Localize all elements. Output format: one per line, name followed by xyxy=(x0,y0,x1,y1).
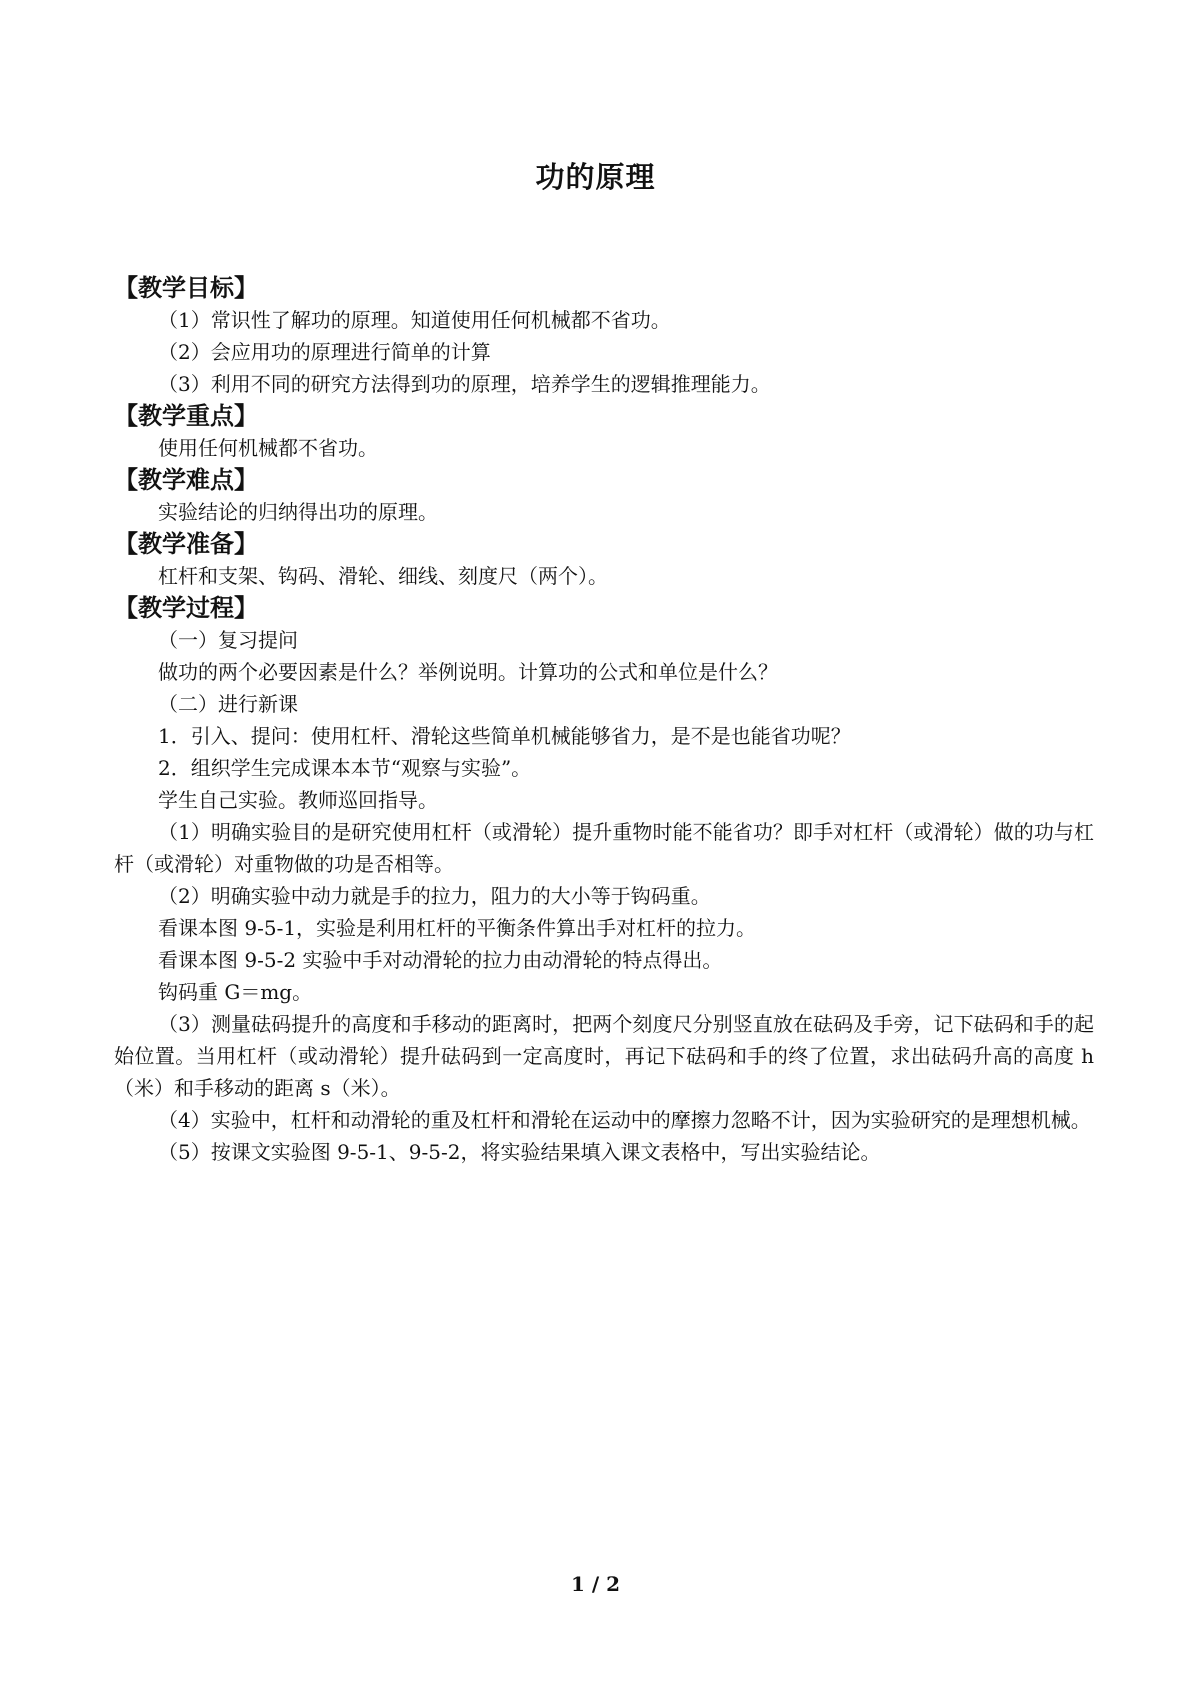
goal-item: （3）利用不同的研究方法得到功的原理，培养学生的逻辑推理能力。 xyxy=(158,372,771,396)
difficulty-item: 实验结论的归纳得出功的原理。 xyxy=(158,500,438,524)
process-line: 看课本图 9-5-1，实验是利用杠杆的平衡条件算出手对杠杆的拉力。 xyxy=(158,916,757,940)
process-line: 钩码重 G＝mg。 xyxy=(158,980,313,1004)
section-heading-key-points: 【教学重点】 xyxy=(114,402,258,430)
process-paragraph: （4）实验中，杠杆和动滑轮的重及杠杆和滑轮在运动中的摩擦力忽略不计，因为实验研究的是理想机械。 xyxy=(158,1108,1091,1132)
process-line: （5）按课文实验图 9-5-1、9-5-2，将实验结果填入课文表格中，写出实验结论。 xyxy=(158,1140,881,1164)
goal-item: （1）常识性了解功的原理。知道使用任何机械都不省功。 xyxy=(158,308,671,332)
process-line: 1．引入、提问：使用杠杆、滑轮这些简单机械能够省力，是不是也能省功呢？ xyxy=(158,724,851,748)
process-line: 学生自己实验。教师巡回指导。 xyxy=(158,788,438,812)
process-subheading: （一）复习提问 xyxy=(158,628,298,652)
section-heading-preparation: 【教学准备】 xyxy=(114,530,258,558)
goal-item: （2）会应用功的原理进行简单的计算 xyxy=(158,340,491,364)
preparation-item: 杠杆和支架、钩码、滑轮、细线、刻度尺（两个）。 xyxy=(158,564,608,588)
page-title: 功的原理 xyxy=(535,160,656,194)
section-heading-goals: 【教学目标】 xyxy=(114,274,258,302)
process-line: 看课本图 9-5-2 实验中手对动滑轮的拉力由动滑轮的特点得出。 xyxy=(158,948,723,972)
section-heading-difficulties: 【教学难点】 xyxy=(114,466,258,494)
process-line: 2．组织学生完成课本本节“观察与实验”。 xyxy=(158,756,532,780)
process-line: 做功的两个必要因素是什么？举例说明。计算功的公式和单位是什么？ xyxy=(158,660,778,684)
page-number: 1 / 2 xyxy=(570,1572,621,1596)
document-body xyxy=(114,272,1094,1168)
process-paragraph: （1）明确实验目的是研究使用杠杆（或滑轮）提升重物时能不能省功？即手对杠杆（或滑轮）做的功与杠杆（或滑轮）对重物做的功是否相等。 xyxy=(114,820,1094,876)
section-heading-process: 【教学过程】 xyxy=(114,594,258,622)
process-subheading: （二）进行新课 xyxy=(158,692,298,716)
process-paragraph: （3）测量砝码提升的高度和手移动的距离时，把两个刻度尺分别竖直放在砝码及手旁，记下砝码和手的起始位置。当用杠杆（或动滑轮）提升砝码到一定高度时，再记下砝码和手的终了位置，求出砝码升高的高度 h（米）和手移动的距离 s（米）。 xyxy=(114,1012,1094,1100)
key-point-item: 使用任何机械都不省功。 xyxy=(158,436,378,460)
process-line: （2）明确实验中动力就是手的拉力，阻力的大小等于钩码重。 xyxy=(158,884,711,908)
